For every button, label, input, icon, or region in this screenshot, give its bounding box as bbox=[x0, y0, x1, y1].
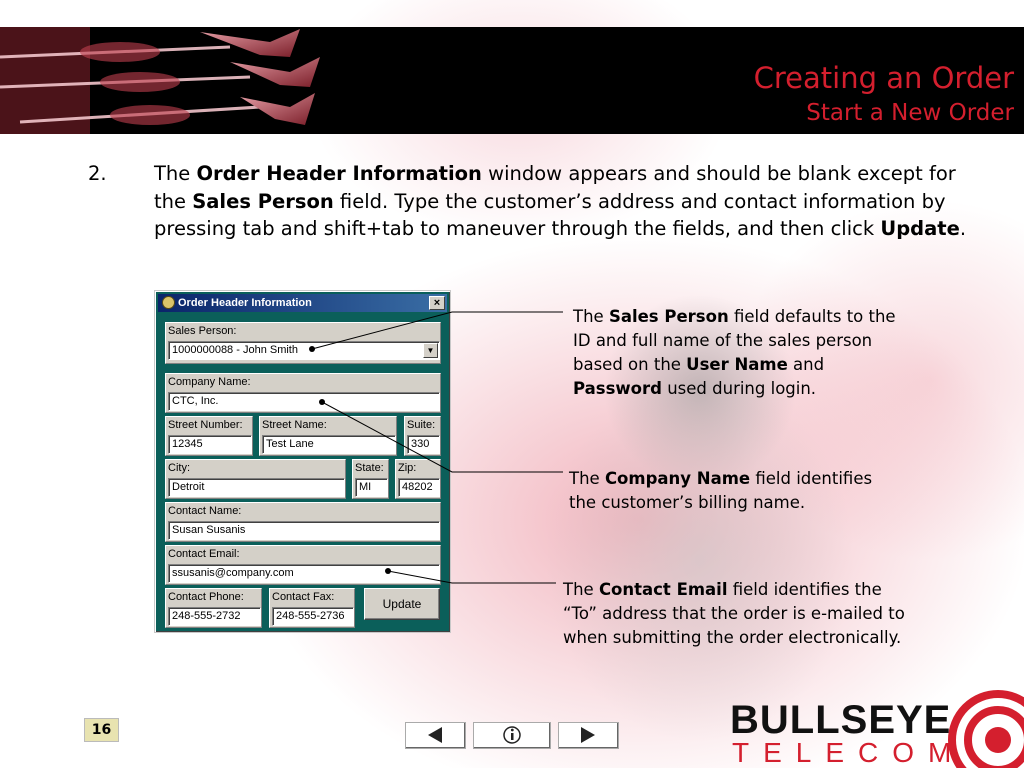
contact-phone-group bbox=[165, 588, 262, 628]
triangle-left-icon bbox=[406, 723, 465, 748]
contact-fax-group bbox=[269, 588, 355, 628]
text-run: The bbox=[569, 469, 605, 488]
previous-button[interactable] bbox=[405, 722, 466, 749]
text-run: The bbox=[154, 162, 197, 185]
info-icon bbox=[474, 723, 550, 748]
company-name-group bbox=[165, 373, 441, 413]
contact-fax-label: Contact Fax: bbox=[272, 591, 335, 603]
city-group bbox=[165, 459, 346, 499]
city-input[interactable]: Detroit bbox=[168, 478, 345, 497]
step-text bbox=[154, 160, 974, 243]
chevron-down-icon[interactable]: ▼ bbox=[423, 343, 438, 358]
contact-name-input[interactable]: Susan Susanis bbox=[168, 521, 440, 540]
text-run: . bbox=[959, 217, 967, 240]
bold-text: Sales Person bbox=[608, 307, 729, 326]
text-run: field identifies the customer’s billing name. bbox=[569, 469, 873, 512]
street-name-input[interactable]: Test Lane bbox=[262, 435, 396, 454]
bold-text: Order Header Information bbox=[196, 162, 482, 185]
city-label: City: bbox=[168, 462, 190, 474]
info-button[interactable] bbox=[473, 722, 551, 749]
street-number-label: Street Number: bbox=[168, 419, 243, 431]
slide-title: Creating an Order bbox=[753, 61, 1014, 95]
contact-email-label: Contact Email: bbox=[168, 548, 240, 560]
dialog-titlebar[interactable] bbox=[158, 294, 447, 312]
text-run: The bbox=[563, 580, 599, 599]
bold-text: Company Name bbox=[604, 469, 751, 488]
suite-label: Suite: bbox=[407, 419, 436, 431]
street-name-group bbox=[259, 416, 397, 456]
sales-person-callout bbox=[573, 305, 908, 401]
slide-subtitle: Start a New Order bbox=[806, 100, 1014, 126]
suite-input[interactable]: 330 bbox=[407, 435, 440, 454]
logo-bullseye: BULLSEYE bbox=[730, 698, 952, 742]
text-run: The bbox=[573, 307, 609, 326]
suite-group bbox=[404, 416, 441, 456]
bold-text: Sales Person bbox=[192, 189, 334, 213]
state-input[interactable]: MI bbox=[355, 478, 388, 497]
contact-email-input[interactable]: ssusanis@company.com bbox=[168, 564, 440, 583]
bold-text: User Name bbox=[686, 355, 788, 374]
text-run: field. Type the customer’s address and contact information by pressing tab and shift+tab to maneuver through the fields, and then click bbox=[154, 189, 946, 240]
sales-person-label: Sales Person: bbox=[168, 325, 237, 337]
zip-input[interactable]: 48202 bbox=[398, 478, 440, 497]
dialog-title: Order Header Information bbox=[178, 297, 312, 309]
text-run: field defaults to the ID and full name of the sales person based on the bbox=[573, 307, 896, 374]
contact-phone-input[interactable]: 248-555-2732 bbox=[168, 607, 261, 626]
company-name-label: Company Name: bbox=[168, 376, 251, 388]
text-run: and bbox=[787, 355, 825, 374]
text-run: field identifies the “To” address that the order is e-mailed to when submitting the order electronically. bbox=[563, 580, 905, 647]
target-logo-icon bbox=[948, 688, 1024, 768]
bold-text: Contact Email bbox=[598, 580, 728, 599]
text-run: used during login. bbox=[661, 379, 817, 398]
company-name-input[interactable]: CTC, Inc. bbox=[168, 392, 440, 411]
street-name-label: Street Name: bbox=[262, 419, 327, 431]
zip-group bbox=[395, 459, 441, 499]
street-number-group bbox=[165, 416, 253, 456]
bold-text: Update bbox=[880, 217, 960, 240]
sales-person-group bbox=[165, 322, 441, 364]
page-number: 16 bbox=[84, 718, 119, 742]
state-label: State: bbox=[355, 462, 384, 474]
step-number: 2. bbox=[88, 162, 107, 185]
street-number-input[interactable]: 12345 bbox=[168, 435, 252, 454]
sales-person-select[interactable] bbox=[168, 341, 440, 360]
company-name-callout bbox=[569, 467, 889, 515]
next-button[interactable] bbox=[558, 722, 619, 749]
sales-person-value: 1000000088 - John Smith bbox=[172, 344, 298, 356]
triangle-right-icon bbox=[559, 723, 618, 748]
contact-email-group bbox=[165, 545, 441, 585]
logo-telecom: TELECOM bbox=[732, 737, 966, 768]
text-run: window appears and should be blank except for the bbox=[154, 162, 956, 213]
state-group bbox=[352, 459, 389, 499]
order-header-dialog bbox=[154, 290, 451, 633]
update-button[interactable]: Update bbox=[364, 588, 440, 620]
app-icon bbox=[162, 296, 175, 309]
zip-label: Zip: bbox=[398, 462, 417, 474]
contact-fax-input[interactable]: 248-555-2736 bbox=[272, 607, 354, 626]
close-button[interactable]: × bbox=[429, 296, 445, 310]
slide-header bbox=[0, 27, 1024, 134]
contact-phone-label: Contact Phone: bbox=[168, 591, 244, 603]
bold-text: Password bbox=[573, 379, 662, 398]
darts-image bbox=[0, 27, 330, 134]
contact-name-group bbox=[165, 502, 441, 542]
contact-name-label: Contact Name: bbox=[168, 505, 242, 517]
contact-email-callout bbox=[563, 578, 918, 650]
